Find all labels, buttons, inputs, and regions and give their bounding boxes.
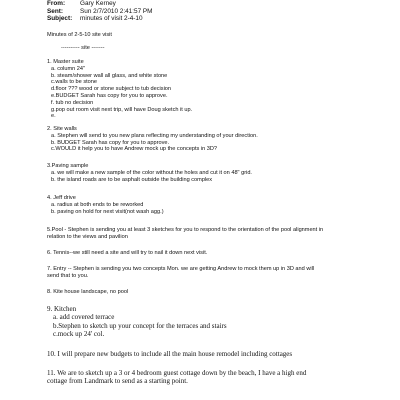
section-11-guest-cottage: [47, 369, 370, 386]
paragraph-line: 5.Pool - Stephen is sending you at least 3 sketches for you to respond to the orientation of the pool alignment in: [47, 227, 324, 233]
list-item: a. Stephen will send to you new plans reflecting my understanding of your direction.: [51, 132, 258, 139]
list-item: b. BUDGET Sarah has copy for you to approve.: [51, 139, 170, 146]
sent-row: [47, 8, 152, 16]
list-item: b.Stephen to sketch up your concept for the terraces and stairs: [53, 321, 227, 330]
paragraph-line: 7. Entry -- Stephen is sending you two concepts Mon. we are getting Andrew to mock them up in 3D and will: [47, 266, 315, 272]
sent-value: Sun 2/7/2010 2:41:57 PM: [80, 7, 153, 15]
subject-label: Subject:: [47, 15, 73, 23]
list-item: c.mock up 24' col.: [53, 330, 105, 339]
section-8-kite-house: [47, 289, 365, 296]
paragraph-line: send that to you.: [47, 272, 89, 279]
subject-row: [47, 15, 152, 23]
subject-value: minutes of visit 2-4-10: [80, 15, 143, 23]
list-item: a. radius at both ends to be reworked: [51, 201, 144, 208]
section-6-tennis: [47, 250, 365, 257]
section-3-paving-sample: [47, 163, 365, 183]
section-title: 4. Jeff drive: [47, 195, 76, 201]
list-item: a. we will make a new sample of the color without the holes and cut it on 48" grid.: [51, 169, 252, 176]
section-10-budgets: [47, 350, 370, 358]
section-1-master-suite: [47, 59, 365, 120]
list-item: b. the island roads are to be asphalt outside the building complex: [51, 176, 213, 183]
list-item: e.BUDGET Sarah has copy for you to approve.: [51, 92, 168, 99]
section-2-site-walls: [47, 126, 365, 153]
list-item: b. steam/shower wall all glass, and white stone: [51, 72, 168, 79]
section-title: 9. Kitchen: [47, 305, 77, 313]
list-item: b. paving on hold for next visit(not wash agg.): [51, 208, 164, 215]
section-title: 3.Paving sample: [47, 163, 89, 169]
paragraph-line: 10. I will prepare new budgets to include all the main house remodel including cottages: [47, 350, 293, 358]
paragraph-line: 6. Tennis--we still need a site and will try to nail it down next visit.: [47, 250, 208, 256]
section-7-entry: [47, 266, 365, 280]
section-9-kitchen: [47, 305, 370, 339]
list-item: f. tub no decision: [51, 99, 94, 106]
paragraph-line: 8. Kite house landscape, no pool: [47, 289, 129, 295]
site-divider: ---------- site -------: [61, 45, 105, 51]
section-4-jeff-drive: [47, 195, 365, 215]
paragraph-line: cottage from Landmark to send as a starting point.: [47, 377, 188, 386]
paragraph-line: relation to the views and pavilion: [47, 233, 128, 240]
list-item: c.walls to be stone: [51, 79, 98, 86]
section-title: 2. Site walls: [47, 126, 77, 132]
from-row: [47, 0, 152, 8]
intro-line: Minutes of 2-5-10 site visit: [47, 32, 112, 38]
section-5-pool: [47, 227, 365, 241]
list-item: c.WOULD it help you to have Andrew mock up the concepts in 3D?: [51, 146, 218, 153]
from-label: From:: [47, 0, 66, 7]
list-item: a. column 24": [51, 65, 86, 72]
list-item: e.: [51, 113, 56, 120]
list-item: d.floor ??? wood or stone subject to tub decision: [51, 86, 172, 93]
list-item: a. add covered terrace: [53, 313, 115, 322]
email-header: [47, 0, 152, 23]
paragraph-line: 11. We are to sketch up a 3 or 4 bedroom guest cottage down by the beach, I have a high end: [47, 369, 307, 377]
from-value: Gary Kerney: [80, 0, 116, 7]
list-item: g.pop out room visit next trip, will have Doug sketch it up.: [51, 106, 193, 113]
sent-label: Sent:: [47, 7, 63, 15]
section-title: 1. Master suite: [47, 59, 84, 65]
